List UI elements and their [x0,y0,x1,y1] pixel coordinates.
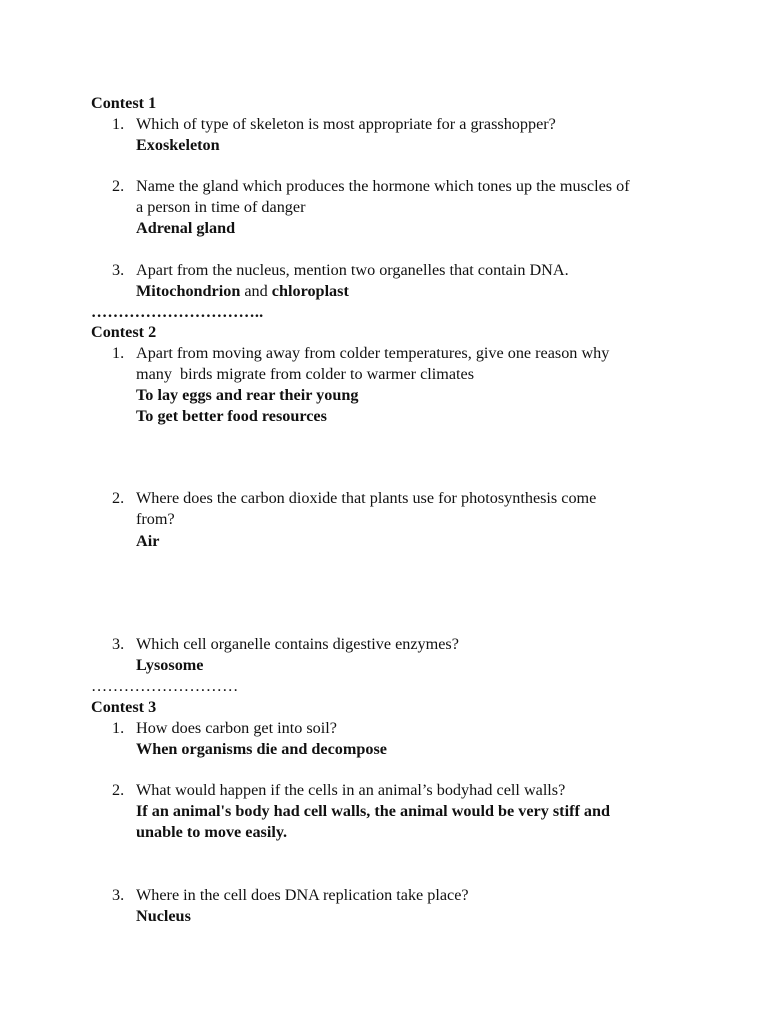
contest-3-q2-number: 2. [112,781,125,799]
contest-2-q3-answer: Lysosome [136,656,204,674]
contest-1-q1-number: 1. [112,115,125,133]
contest-2-q1-question-line2: many birds migrate from colder to warmer climates [136,365,475,383]
contest-2-q2-answer: Air [136,532,160,550]
contest-1-q3-answer-part1: Mitochondrion [136,282,241,300]
contest-1-q2-number: 2. [112,177,125,195]
separator-dots-2: ……………………… [91,677,239,695]
contest-2-q2-number: 2. [112,489,125,507]
contest-1-q1-question: Which of type of skeleton is most appropriate for a grasshopper? [136,115,556,133]
contest-1-q2-answer: Adrenal gland [136,219,236,237]
contest-3-q3-question: Where in the cell does DNA replication take place? [136,886,469,904]
contest-2-q1-answer-line1: To lay eggs and rear their young [136,386,359,404]
contest-3-q2-answer-line2: unable to move easily. [136,823,288,841]
contest-2-heading: Contest 2 [91,323,157,341]
contest-2-q2-question-line2: from? [136,510,175,528]
contest-2-q3-question: Which cell organelle contains digestive enzymes? [136,635,459,653]
contest-3-q2-answer-line1: If an animal's body had cell walls, the animal would be very stiff and [136,802,610,820]
contest-3-q1-question: How does carbon get into soil? [136,719,337,737]
contest-3-q2-question: What would happen if the cells in an animal’s bodyhad cell walls? [136,781,566,799]
contest-1-q3-answer [136,281,349,302]
contest-1-q3-answer-join: and [240,282,272,300]
contest-2-q1-answer-line2: To get better food resources [136,407,327,425]
contest-3-heading: Contest 3 [91,698,157,716]
contest-1-q3-question: Apart from the nucleus, mention two organelles that contain DNA. [136,261,569,279]
contest-1-q3-number: 3. [112,261,125,279]
contest-2-q1-question-line1: Apart from moving away from colder temperatures, give one reason why [136,344,610,362]
contest-2-q1-number: 1. [112,344,125,362]
contest-2-q2-question-line1: Where does the carbon dioxide that plants use for photosynthesis come [136,489,597,507]
contest-1-q2-question-line1: Name the gland which produces the hormone which tones up the muscles of [136,177,630,195]
contest-1-q3-answer-part2: chloroplast [271,282,349,300]
contest-1-q2-question-line2: a person in time of danger [136,198,306,216]
contest-2-q3-number: 3. [112,635,125,653]
contest-3-q3-answer: Nucleus [136,907,191,925]
contest-3-q3-number: 3. [112,886,125,904]
contest-3-q1-answer: When organisms die and decompose [136,740,387,758]
separator-dots-1: ………………………….. [91,303,264,321]
contest-3-q1-number: 1. [112,719,125,737]
contest-1-heading: Contest 1 [91,94,157,112]
contest-1-q1-answer: Exoskeleton [136,136,220,154]
